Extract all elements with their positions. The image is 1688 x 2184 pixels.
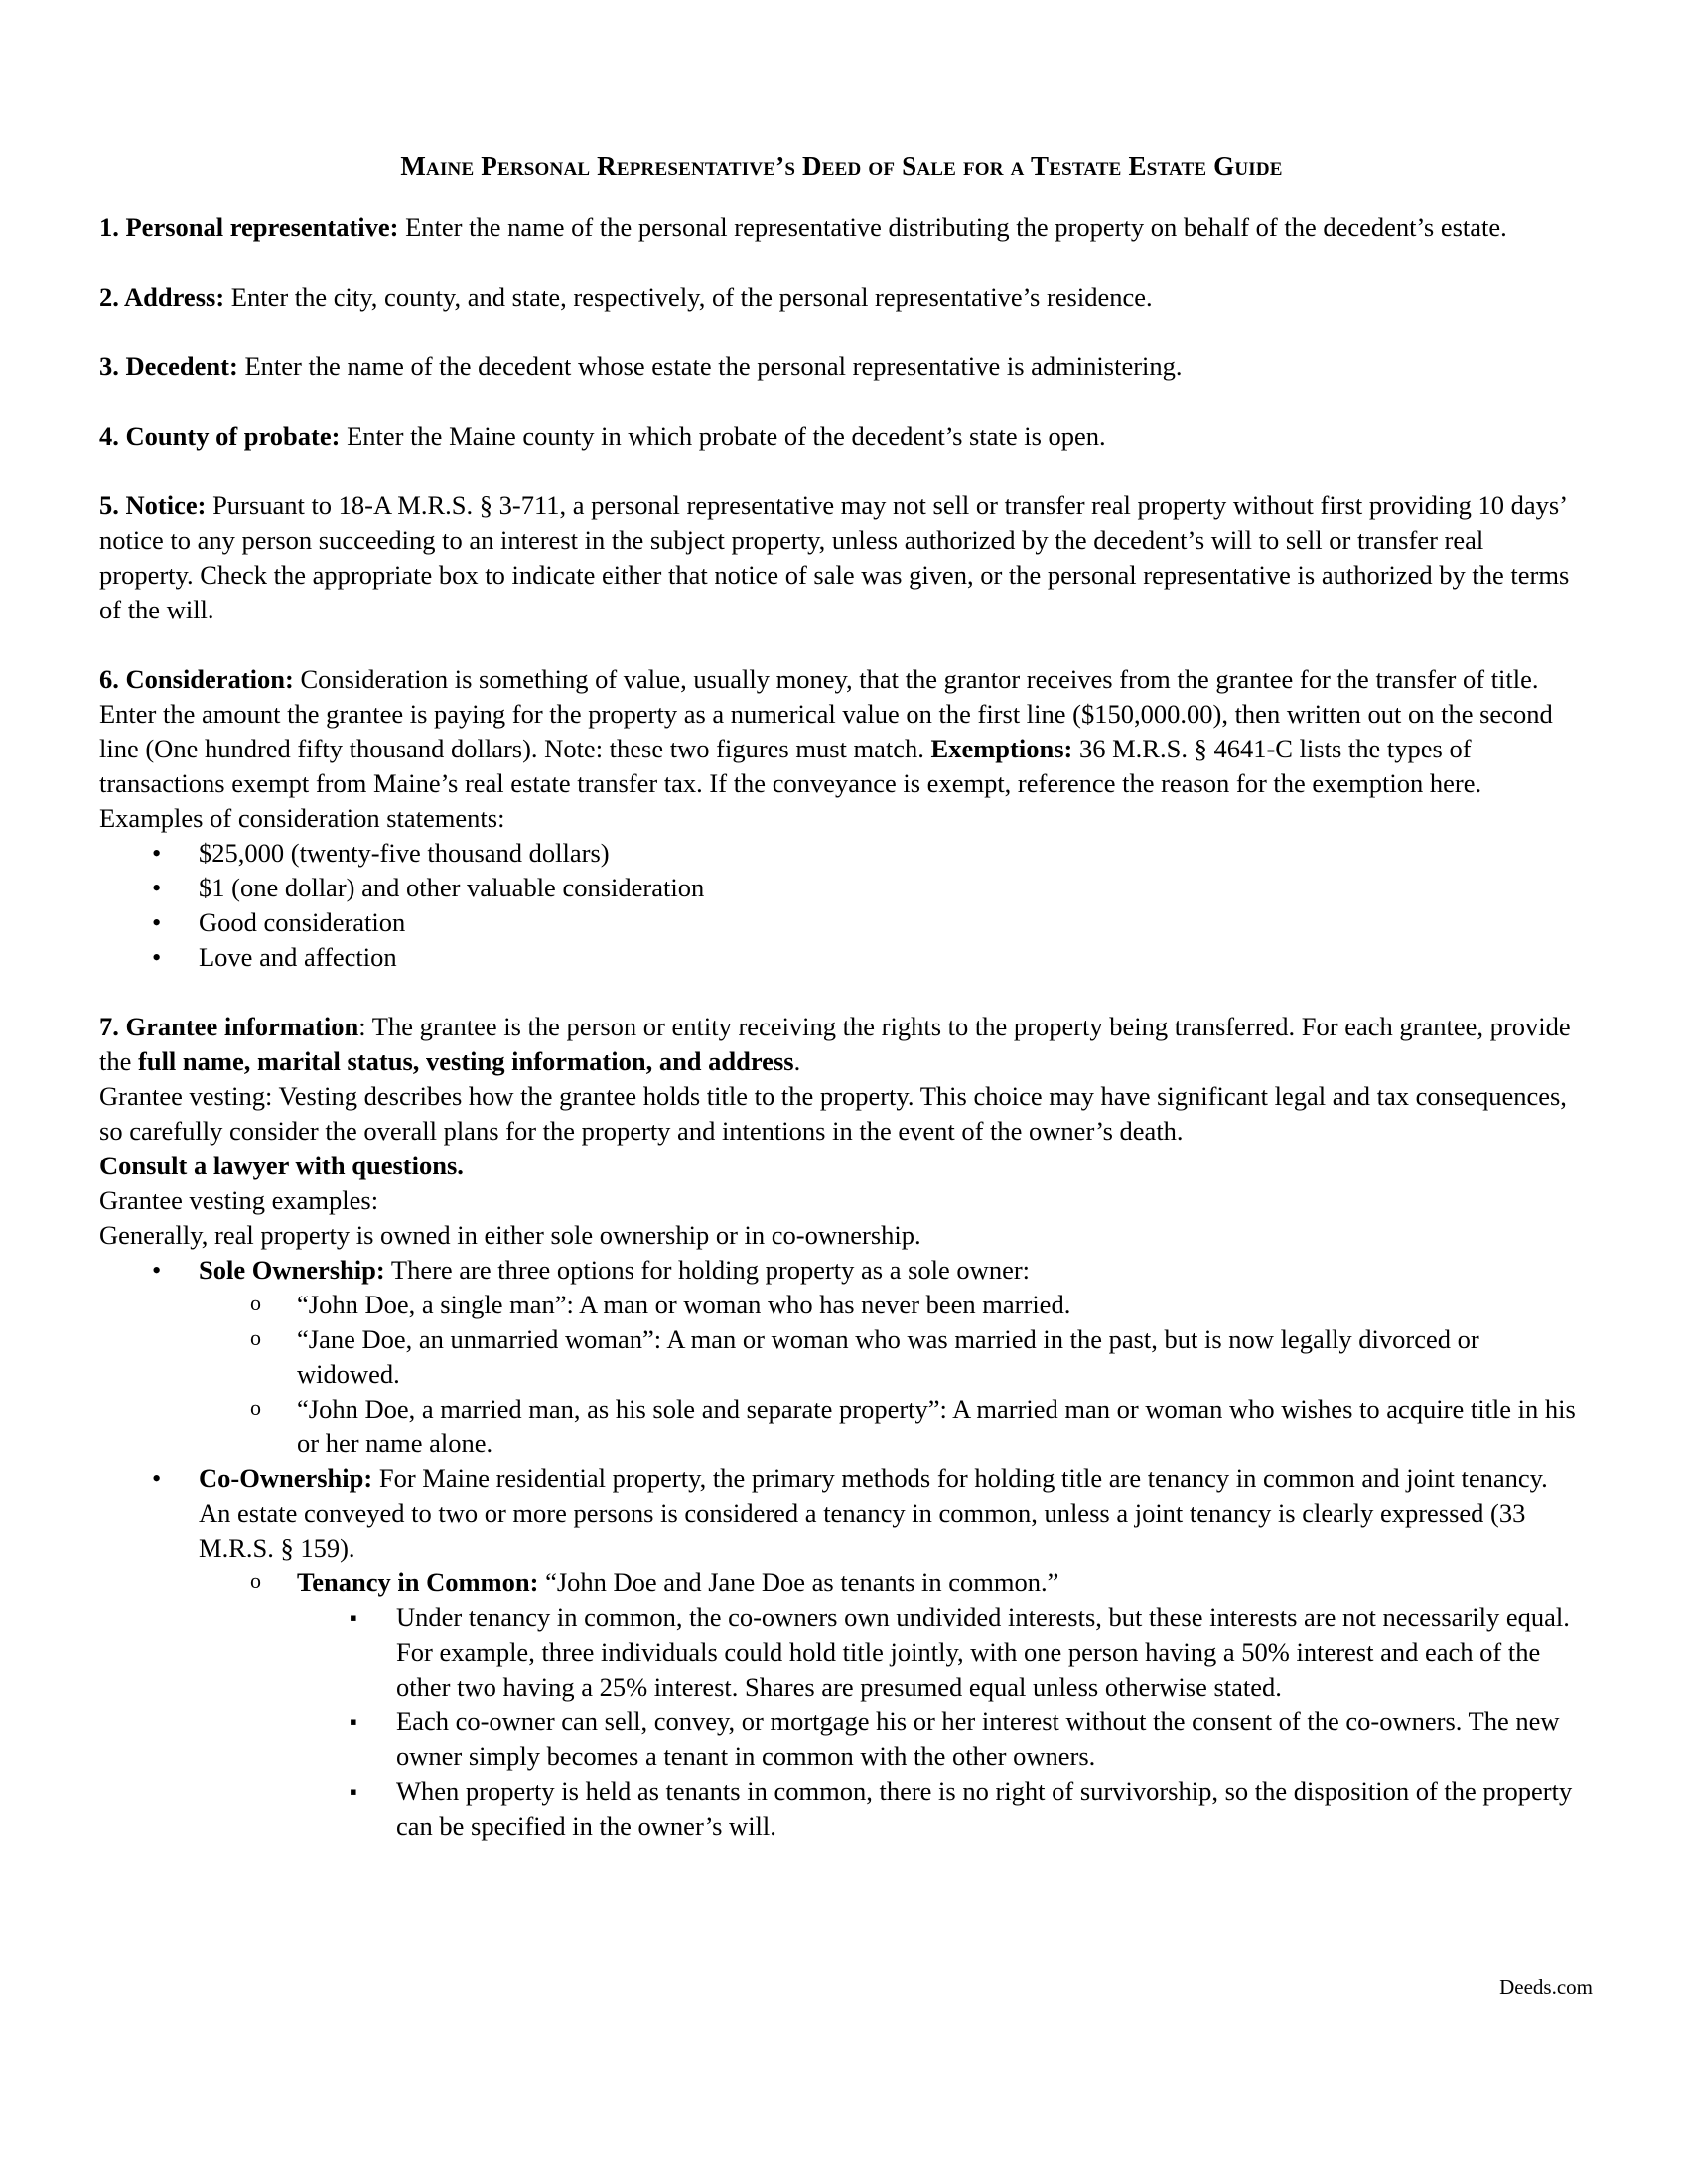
section-text: Enter the name of the decedent whose estate the personal representative is administering. <box>237 351 1183 381</box>
section-personal-representative <box>99 210 1584 245</box>
list-item: • Good consideration <box>99 905 1584 940</box>
list-item-co-ownership <box>99 1461 1584 1566</box>
consideration-examples-list <box>99 836 1584 975</box>
section-text: . <box>793 1046 801 1076</box>
footer-brand: Deeds.com <box>1499 1976 1593 1999</box>
section-text: Enter the Maine county in which probate of the decedent’s state is open. <box>340 421 1106 451</box>
list-item: o “John Doe, a married man, as his sole and separate property”: A married man or woman who wishes to acquire title in his or her name alone. <box>99 1392 1584 1461</box>
document-page <box>99 149 1584 1843</box>
sole-ownership-text: There are three options for holding property as a sole owner: <box>384 1255 1031 1285</box>
consult-lawyer-note <box>99 1149 1584 1183</box>
list-item: • $25,000 (twenty-five thousand dollars) <box>99 836 1584 871</box>
section-address <box>99 280 1584 315</box>
list-item-sole-ownership <box>99 1253 1584 1288</box>
co-ownership-label: Co-Ownership: <box>199 1463 373 1493</box>
section-label: 5. Notice: <box>99 490 207 520</box>
exemptions-text: 36 M.R.S. § 4641-C lists the types of transactions exempt from Maine’s real estate transfer tax. If the conveyance is exempt, reference the reason for the exemption here. <box>99 734 1482 798</box>
consult-lawyer-text: Consult a lawyer with questions. <box>99 1151 464 1180</box>
ownership-list <box>99 1253 1584 1843</box>
section-label: 4. County of probate: <box>99 421 341 451</box>
page-title: Maine Personal Representative’s Deed of Sale for a Testate Estate Guide <box>400 151 1283 181</box>
grantee-required-fields: full name, marital status, vesting information, and address <box>138 1046 794 1076</box>
section-text: Enter the city, county, and state, respectively, of the personal representative’s residence. <box>224 282 1153 312</box>
section-label: 6. Consideration: <box>99 664 294 694</box>
vesting-examples-heading: Grantee vesting examples: <box>99 1185 379 1215</box>
grantee-paragraph <box>99 1010 1584 1079</box>
section-label: 1. Personal representative: <box>99 212 399 242</box>
section-label: 3. Decedent: <box>99 351 238 381</box>
section-grantee-information <box>99 1010 1584 1843</box>
sole-ownership-label: Sole Ownership: <box>199 1255 385 1285</box>
consideration-paragraph <box>99 662 1584 801</box>
section-consideration <box>99 662 1584 975</box>
section-county-of-probate <box>99 419 1584 454</box>
co-ownership-text: For Maine residential property, the primary methods for holding title are tenancy in common and joint tenancy. An estate conveyed to two or more persons is considered a tenancy in common, unless a joint tenancy is clearly expressed (33 M.R.S. § 159). <box>199 1463 1548 1563</box>
ownership-general-statement: Generally, real property is owned in either sole ownership or in co-ownership. <box>99 1220 921 1250</box>
consideration-examples-heading: Examples of consideration statements: <box>99 803 505 833</box>
exemptions-label: Exemptions: <box>930 734 1073 763</box>
list-item: ▪ When property is held as tenants in common, there is no right of survivorship, so the disposition of the property can be specified in the owner’s will. <box>99 1774 1584 1843</box>
grantee-vesting-paragraph: Grantee vesting: Vesting describes how the grantee holds title to the property. This choice may have significant legal and tax consequences, so carefully consider the overall plans for the property and intentions in the event of the owner’s death. <box>99 1081 1567 1146</box>
section-label: 7. Grantee information <box>99 1012 359 1041</box>
list-item: o “John Doe, a single man”: A man or woman who has never been married. <box>99 1288 1584 1322</box>
list-item-tenancy-in-common <box>99 1566 1584 1600</box>
section-text: Enter the name of the personal representative distributing the property on behalf of the decedent’s estate. <box>398 212 1507 242</box>
section-decedent <box>99 349 1584 384</box>
list-item: ▪ Under tenancy in common, the co-owners own undivided interests, but these interests are not necessarily equal. For example, three individuals could hold title jointly, with one person having a 50% interest and each of the other two having a 25% interest. Shares are presumed equal unless otherwise stated. <box>99 1600 1584 1705</box>
section-text: : The grantee is the person or entity receiving the rights to the property being transferred. For each grantee, provide the <box>99 1012 1571 1076</box>
list-item: • $1 (one dollar) and other valuable consideration <box>99 871 1584 905</box>
section-label: 2. Address: <box>99 282 225 312</box>
list-item: ▪ Each co-owner can sell, convey, or mortgage his or her interest without the consent of the co-owners. The new owner simply becomes a tenant in common with the other owners. <box>99 1705 1584 1774</box>
section-text: Consideration is something of value, usually money, that the grantor receives from the grantee for the transfer of title. Enter the amount the grantee is paying for the property as a numerical value on the first line ($150,000.00), then written out on the second line (One hundred fifty thousand dollars). Note: these two figures must match. <box>99 664 1553 763</box>
tenancy-in-common-text: “John Doe and Jane Doe as tenants in common.” <box>538 1568 1059 1597</box>
list-item: • Love and affection <box>99 940 1584 975</box>
tenancy-in-common-label: Tenancy in Common: <box>297 1568 539 1597</box>
section-notice <box>99 488 1584 627</box>
section-text: Pursuant to 18-A M.R.S. § 3-711, a personal representative may not sell or transfer real property without first providing 10 days’ notice to any person succeeding to an interest in the subject property, unless authorized by the decedent’s will to sell or transfer real property. Check the appropriate box to indicate either that notice of sale was given, or the personal representative is authorized by the terms of the will. <box>99 490 1570 624</box>
list-item: o “Jane Doe, an unmarried woman”: A man or woman who was married in the past, but is now legally divorced or widowed. <box>99 1322 1584 1392</box>
